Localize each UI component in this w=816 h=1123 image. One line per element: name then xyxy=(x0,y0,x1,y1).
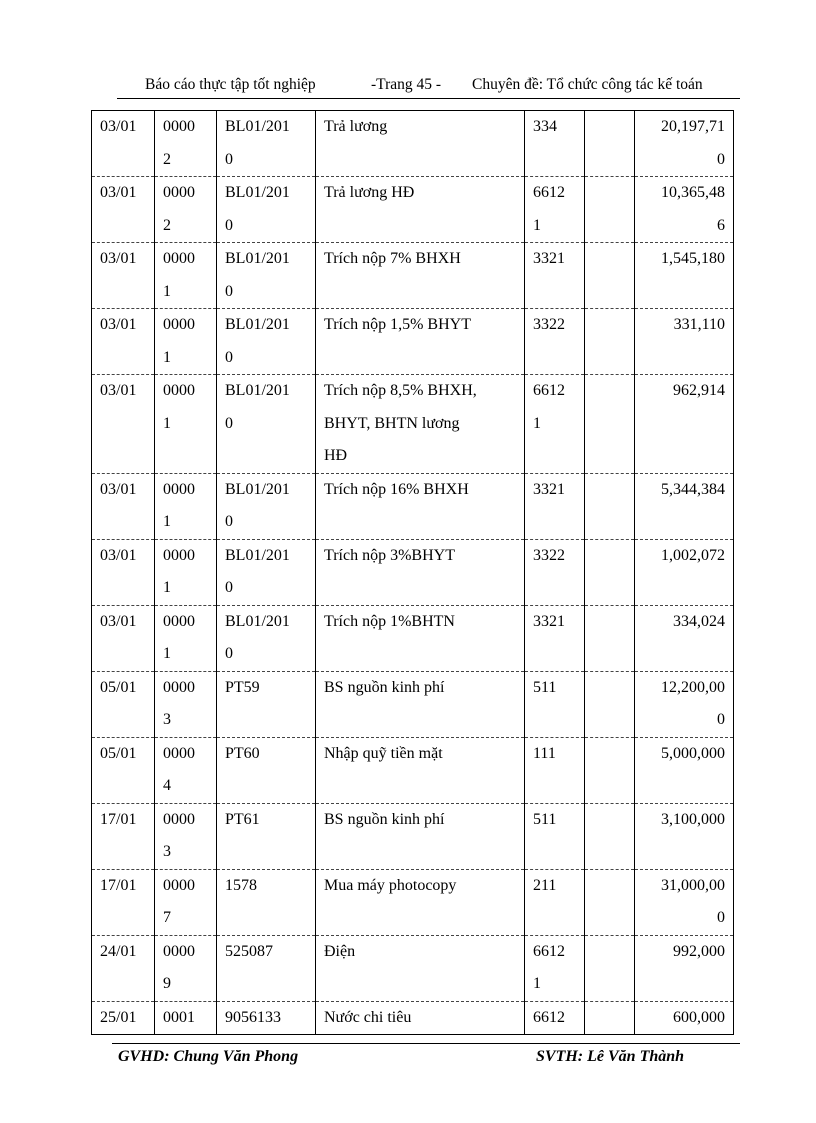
table-row xyxy=(92,803,734,869)
cell-reference xyxy=(217,177,316,243)
cell-amount xyxy=(635,539,734,605)
cell-account xyxy=(525,935,585,1001)
cell-reference-line: 0 xyxy=(225,513,233,530)
cell-voucher-no xyxy=(155,869,217,935)
cell-voucher-no-line: 1 xyxy=(163,414,171,432)
cell-description-line: HĐ xyxy=(324,447,348,464)
cell-voucher-no-line: 0001 xyxy=(163,1008,195,1026)
cell-reference-line: 525087 xyxy=(225,942,273,960)
cell-description-line: BS nguồn kinh phí xyxy=(324,810,445,828)
cell-amount xyxy=(635,671,734,737)
cell-description-line: Điện xyxy=(324,942,356,960)
cell-amount xyxy=(635,243,734,309)
cell-reference xyxy=(217,243,316,309)
cell-voucher-no-line: 3 xyxy=(163,711,171,728)
cell-reference xyxy=(217,869,316,935)
cell-voucher-no-line: 0000 xyxy=(163,678,195,696)
cell-date: 17/01 xyxy=(92,803,155,869)
cell-account xyxy=(525,1001,585,1035)
cell-description-line: BHYT, BHTN lương xyxy=(324,414,460,432)
cell-description-line: Trích nộp 3%BHYT xyxy=(324,546,455,564)
cell-amount-line: 992,000 xyxy=(673,942,725,960)
cell-voucher-no-line: 0000 xyxy=(163,118,195,135)
cell-voucher-no xyxy=(155,177,217,243)
cell-account-line: 111 xyxy=(533,744,556,762)
table-row xyxy=(92,869,734,935)
cell-empty xyxy=(585,111,635,177)
cell-voucher-no-line: 0000 xyxy=(163,184,195,201)
table-row xyxy=(92,935,734,1001)
cell-account xyxy=(525,671,585,737)
cell-amount xyxy=(635,375,734,474)
cell-description-line: Trích nộp 7% BHXH xyxy=(324,250,461,267)
cell-reference-line: PT61 xyxy=(225,810,260,828)
cell-description xyxy=(316,111,525,177)
cell-reference-line: BL01/201 xyxy=(225,546,290,564)
table-row xyxy=(92,737,734,803)
cell-reference-line: 0 xyxy=(225,414,233,432)
cell-date: 03/01 xyxy=(92,605,155,671)
cell-voucher-no-line: 0000 xyxy=(163,744,195,762)
cell-amount xyxy=(635,1001,734,1035)
cell-amount-line: 0 xyxy=(717,909,725,926)
cell-empty xyxy=(585,869,635,935)
cell-amount-line: 0 xyxy=(717,711,725,728)
cell-reference-line: 0 xyxy=(225,645,233,662)
cell-reference-line: 0 xyxy=(225,150,233,168)
cell-voucher-no-line: 1 xyxy=(163,579,171,596)
cell-amount-line: 5,000,000 xyxy=(661,744,725,762)
cell-description-line: BS nguồn kinh phí xyxy=(324,678,445,696)
cell-account xyxy=(525,539,585,605)
table-row xyxy=(92,539,734,605)
cell-description-line: Trả lương HĐ xyxy=(324,184,415,201)
cell-description xyxy=(316,671,525,737)
cell-account-line: 6612 xyxy=(533,184,565,201)
cell-reference xyxy=(217,473,316,539)
header-topic: Chuyên đề: Tổ chức công tác kế toán xyxy=(472,76,703,93)
cell-amount-line: 334,024 xyxy=(673,612,725,630)
cell-reference-line: 0 xyxy=(225,216,233,234)
cell-reference-line: 0 xyxy=(225,348,233,366)
cell-account-line: 334 xyxy=(533,118,557,135)
cell-date: 03/01 xyxy=(92,539,155,605)
cell-reference xyxy=(217,605,316,671)
cell-empty xyxy=(585,473,635,539)
cell-amount-line: 10,365,48 xyxy=(661,184,725,201)
cell-reference-line: 9056133 xyxy=(225,1008,281,1026)
cell-voucher-no-line: 0000 xyxy=(163,942,195,960)
cell-account-line: 6612 xyxy=(533,1008,565,1026)
cell-reference xyxy=(217,1001,316,1035)
cell-description xyxy=(316,375,525,474)
cell-amount-line: 962,914 xyxy=(673,382,725,399)
cell-account xyxy=(525,737,585,803)
cell-empty xyxy=(585,309,635,375)
cell-date: 05/01 xyxy=(92,671,155,737)
cell-reference xyxy=(217,935,316,1001)
cell-reference-line: BL01/201 xyxy=(225,184,290,201)
cell-voucher-no-line: 9 xyxy=(163,975,171,992)
cell-voucher-no-line: 1 xyxy=(163,645,171,662)
cell-amount xyxy=(635,737,734,803)
cell-empty xyxy=(585,803,635,869)
cell-description-line: Trích nộp 1,5% BHYT xyxy=(324,316,471,333)
cell-description xyxy=(316,605,525,671)
cell-reference-line: BL01/201 xyxy=(225,118,290,135)
cell-voucher-no xyxy=(155,671,217,737)
cell-voucher-no-line: 1 xyxy=(163,513,171,530)
cell-account-line: 211 xyxy=(533,876,557,894)
cell-reference xyxy=(217,539,316,605)
cell-voucher-no-line: 1 xyxy=(163,282,171,300)
cell-account-line: 6612 xyxy=(533,382,565,399)
cell-date: 25/01 xyxy=(92,1001,155,1035)
footer-supervisor: GVHD: Chung Văn Phong xyxy=(118,1048,299,1065)
cell-description xyxy=(316,539,525,605)
cell-amount xyxy=(635,177,734,243)
cell-empty xyxy=(585,1001,635,1035)
cell-voucher-no-line: 0000 xyxy=(163,876,195,894)
cell-date: 17/01 xyxy=(92,869,155,935)
header-page-number: -Trang 45 - xyxy=(371,76,442,93)
cell-voucher-no-line: 7 xyxy=(163,909,171,926)
cell-account-line: 1 xyxy=(533,216,541,234)
cell-empty xyxy=(585,605,635,671)
cell-account-line: 3321 xyxy=(533,480,565,498)
cell-amount-line: 600,000 xyxy=(673,1008,725,1026)
cell-account xyxy=(525,177,585,243)
cell-empty xyxy=(585,243,635,309)
cell-reference xyxy=(217,375,316,474)
cell-description xyxy=(316,243,525,309)
cell-description-line: Trích nộp 16% BHXH xyxy=(324,480,469,498)
cell-description xyxy=(316,473,525,539)
cell-description-line: Trả lương xyxy=(324,118,388,135)
cell-voucher-no-line: 0000 xyxy=(163,546,195,564)
table-row xyxy=(92,243,734,309)
cell-description xyxy=(316,935,525,1001)
table-row xyxy=(92,375,734,474)
cell-empty xyxy=(585,935,635,1001)
cell-description xyxy=(316,309,525,375)
cell-description-line: Nước chi tiêu xyxy=(324,1008,412,1026)
cell-empty xyxy=(585,177,635,243)
page-header xyxy=(117,76,740,99)
cell-reference-line: 0 xyxy=(225,579,233,596)
ledger-table xyxy=(91,110,734,1035)
cell-account xyxy=(525,309,585,375)
cell-voucher-no-line: 4 xyxy=(163,777,171,794)
table-row xyxy=(92,671,734,737)
cell-account-line: 6612 xyxy=(533,942,565,960)
cell-voucher-no xyxy=(155,605,217,671)
cell-date: 05/01 xyxy=(92,737,155,803)
cell-description xyxy=(316,869,525,935)
cell-account-line: 1 xyxy=(533,414,541,432)
cell-amount xyxy=(635,605,734,671)
cell-voucher-no xyxy=(155,473,217,539)
cell-empty xyxy=(585,737,635,803)
cell-date: 24/01 xyxy=(92,935,155,1001)
header-report-title: Báo cáo thực tập tốt nghiệp xyxy=(145,76,316,93)
cell-voucher-no xyxy=(155,935,217,1001)
cell-description-line: Mua máy photocopy xyxy=(324,876,457,894)
cell-date: 03/01 xyxy=(92,111,155,177)
cell-account xyxy=(525,375,585,474)
cell-description-line: Trích nộp 1%BHTN xyxy=(324,612,455,630)
cell-amount-line: 1,545,180 xyxy=(661,250,725,267)
table-row xyxy=(92,473,734,539)
cell-account-line: 3322 xyxy=(533,546,565,564)
cell-voucher-no xyxy=(155,737,217,803)
cell-reference-line: 0 xyxy=(225,282,233,300)
cell-reference-line: BL01/201 xyxy=(225,612,290,630)
cell-reference xyxy=(217,671,316,737)
cell-amount xyxy=(635,309,734,375)
cell-account-line: 3322 xyxy=(533,316,565,333)
cell-amount-line: 5,344,384 xyxy=(661,480,725,498)
cell-voucher-no-line: 0000 xyxy=(163,480,195,498)
cell-amount xyxy=(635,803,734,869)
cell-amount-line: 31,000,00 xyxy=(661,876,725,894)
cell-voucher-no xyxy=(155,539,217,605)
cell-empty xyxy=(585,539,635,605)
cell-description-line: Trích nộp 8,5% BHXH, xyxy=(324,382,477,399)
cell-reference xyxy=(217,111,316,177)
cell-account xyxy=(525,473,585,539)
cell-account xyxy=(525,605,585,671)
cell-date: 03/01 xyxy=(92,473,155,539)
cell-account-line: 1 xyxy=(533,975,541,992)
table-row xyxy=(92,605,734,671)
table-row xyxy=(92,1001,734,1035)
cell-voucher-no-line: 1 xyxy=(163,348,171,366)
cell-voucher-no-line: 0000 xyxy=(163,250,195,267)
cell-account-line: 3321 xyxy=(533,250,565,267)
cell-description xyxy=(316,1001,525,1035)
cell-amount xyxy=(635,935,734,1001)
cell-voucher-no xyxy=(155,375,217,474)
cell-empty xyxy=(585,375,635,474)
cell-reference xyxy=(217,309,316,375)
cell-date: 03/01 xyxy=(92,309,155,375)
cell-voucher-no xyxy=(155,309,217,375)
cell-description xyxy=(316,737,525,803)
cell-amount-line: 0 xyxy=(717,150,725,168)
table-row xyxy=(92,177,734,243)
cell-amount-line: 331,110 xyxy=(673,316,725,333)
cell-reference-line: BL01/201 xyxy=(225,250,290,267)
cell-account xyxy=(525,803,585,869)
cell-reference-line: BL01/201 xyxy=(225,316,290,333)
table-row xyxy=(92,111,734,177)
cell-account-line: 3321 xyxy=(533,612,565,630)
footer-student: SVTH: Lê Văn Thành xyxy=(536,1048,685,1065)
cell-voucher-no-line: 0000 xyxy=(163,810,195,828)
cell-reference-line: 1578 xyxy=(225,876,257,894)
cell-date: 03/01 xyxy=(92,243,155,309)
cell-account xyxy=(525,869,585,935)
cell-date: 03/01 xyxy=(92,177,155,243)
cell-reference xyxy=(217,737,316,803)
cell-voucher-no xyxy=(155,803,217,869)
cell-amount-line: 12,200,00 xyxy=(661,678,725,696)
footer-divider xyxy=(112,1043,740,1044)
cell-empty xyxy=(585,671,635,737)
cell-amount xyxy=(635,111,734,177)
cell-reference xyxy=(217,803,316,869)
cell-voucher-no-line: 0000 xyxy=(163,612,195,630)
cell-voucher-no xyxy=(155,1001,217,1035)
cell-description-line: Nhập quỹ tiền mặt xyxy=(324,744,443,762)
cell-description xyxy=(316,803,525,869)
cell-account-line: 511 xyxy=(533,810,557,828)
cell-amount-line: 20,197,71 xyxy=(661,118,725,135)
cell-amount-line: 1,002,072 xyxy=(661,546,725,564)
cell-voucher-no-line: 0000 xyxy=(163,382,195,399)
cell-voucher-no-line: 2 xyxy=(163,216,171,234)
cell-amount xyxy=(635,869,734,935)
cell-voucher-no xyxy=(155,243,217,309)
cell-voucher-no-line: 0000 xyxy=(163,316,195,333)
cell-date: 03/01 xyxy=(92,375,155,474)
cell-reference-line: PT60 xyxy=(225,744,260,762)
cell-voucher-no xyxy=(155,111,217,177)
cell-reference-line: BL01/201 xyxy=(225,480,290,498)
cell-amount-line: 3,100,000 xyxy=(661,810,725,828)
cell-reference-line: BL01/201 xyxy=(225,382,290,399)
cell-voucher-no-line: 3 xyxy=(163,843,171,860)
table-row xyxy=(92,309,734,375)
cell-amount-line: 6 xyxy=(717,216,725,234)
cell-voucher-no-line: 2 xyxy=(163,150,171,168)
cell-account xyxy=(525,243,585,309)
cell-amount xyxy=(635,473,734,539)
cell-reference-line: PT59 xyxy=(225,678,260,696)
cell-description xyxy=(316,177,525,243)
cell-account-line: 511 xyxy=(533,678,557,696)
cell-account xyxy=(525,111,585,177)
